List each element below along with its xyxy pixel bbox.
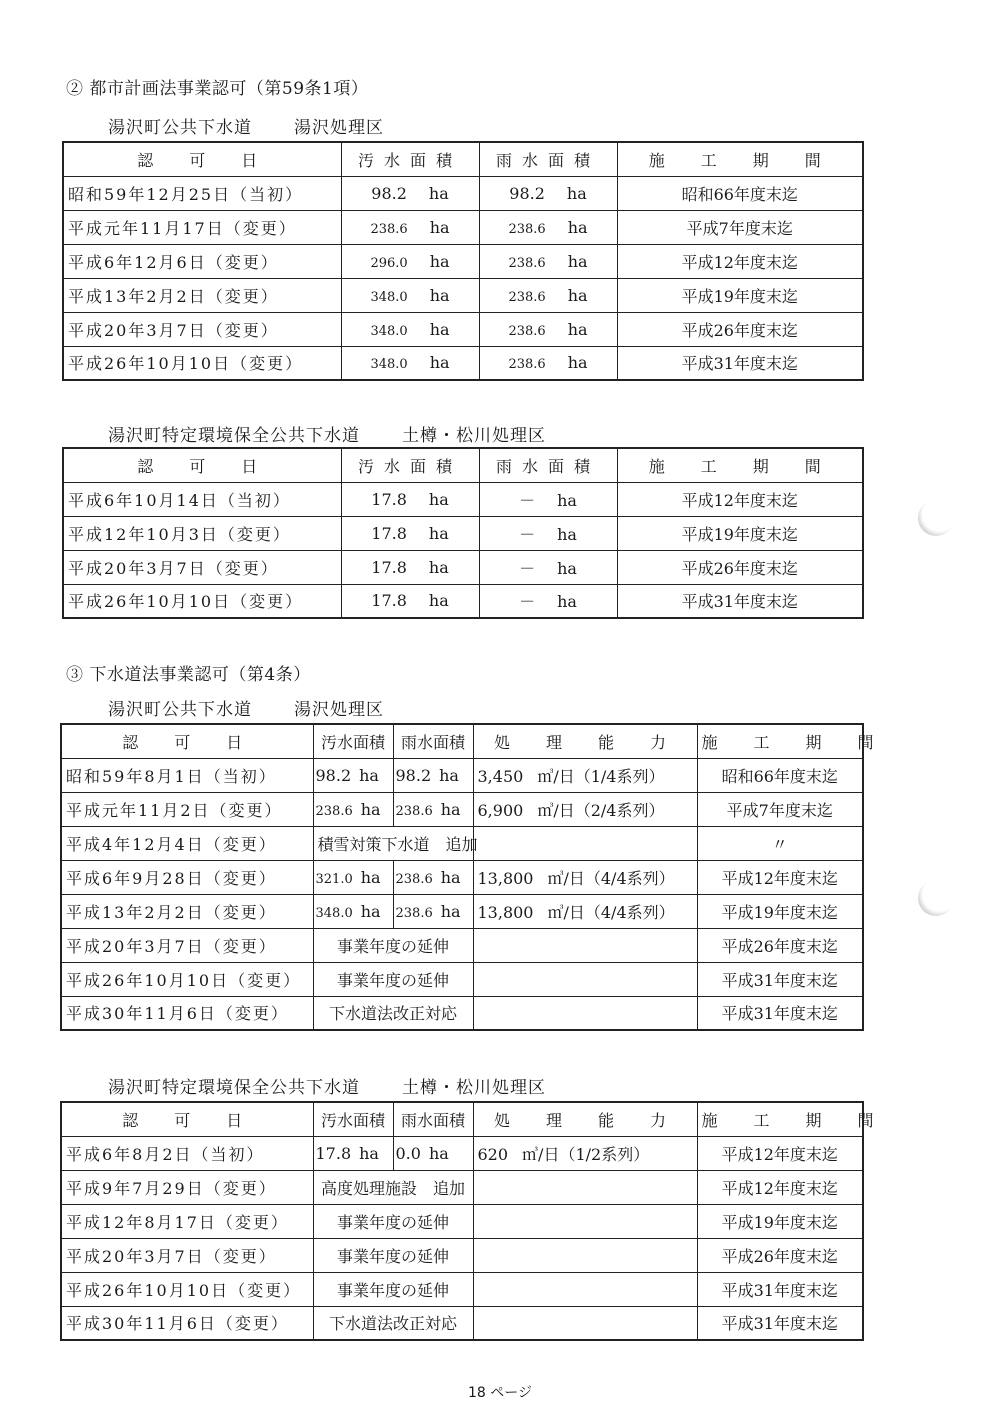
area-unit: ha <box>439 765 459 785</box>
construction-period: 平成26年度末迄 <box>697 1238 863 1272</box>
construction-period: 平成7年度末迄 <box>617 210 863 244</box>
sewage-area: 238.6 <box>315 803 353 819</box>
approval-date: 平成30年11月6日（変更） <box>61 996 313 1030</box>
punch-hole <box>918 500 954 536</box>
header-row <box>61 1102 863 1136</box>
table-row <box>61 826 863 860</box>
treatment-capacity: 13,800 <box>477 868 534 888</box>
table-row <box>61 996 863 1030</box>
table-row <box>63 516 863 550</box>
construction-period: 平成12年度末迄 <box>617 482 863 516</box>
approval-date: 平成4年12月4日（変更） <box>61 826 313 860</box>
approval-date: 平成6年8月2日（当初） <box>61 1136 313 1170</box>
column-header: 認 可 日 <box>63 142 341 176</box>
rain-area-cell <box>393 1136 473 1170</box>
sewage-area: 238.6 <box>370 221 408 237</box>
section3-title: ③ 下水道法事業認可（第4条） <box>66 665 311 685</box>
rain-area-cell <box>393 860 473 894</box>
sewage-area: 348.0 <box>370 289 408 305</box>
area-unit: ha <box>440 901 461 921</box>
treatment-capacity-empty <box>473 1238 697 1272</box>
construction-period: 昭和66年度末迄 <box>617 176 863 210</box>
approval-date: 平成6年10月14日（当初） <box>63 482 341 516</box>
sewage-area: 17.8 <box>371 523 407 543</box>
capacity-unit: ㎥/日（2/4系列） <box>537 800 665 820</box>
treatment-capacity-empty <box>473 996 697 1030</box>
approval-date: 平成13年2月2日（変更） <box>61 894 313 928</box>
table4-caption <box>108 1073 546 1098</box>
change-note: 下水道法改正対応 <box>313 996 473 1030</box>
construction-period: 〃 <box>697 826 863 860</box>
rain-area: 238.6 <box>395 905 433 921</box>
approval-date: 平成6年9月28日（変更） <box>61 860 313 894</box>
treatment-capacity-cell <box>473 894 697 928</box>
rain-area: 98.2 <box>509 183 545 203</box>
area-unit: ha <box>557 490 577 510</box>
rain-area: － <box>519 490 536 510</box>
construction-period: 平成19年度末迄 <box>697 894 863 928</box>
change-note: 事業年度の延伸 <box>313 1204 473 1238</box>
construction-period: 昭和66年度末迄 <box>697 758 863 792</box>
treatment-capacity: 6,900 <box>477 800 524 820</box>
sewage-area: 321.0 <box>315 871 353 887</box>
area-unit: ha <box>360 867 381 887</box>
approval-date: 平成30年11月6日（変更） <box>61 1306 313 1340</box>
area-unit: ha <box>360 799 381 819</box>
change-note: 事業年度の延伸 <box>313 962 473 996</box>
area-unit: ha <box>567 319 588 339</box>
rain-area-cell <box>393 792 473 826</box>
rain-area: 238.6 <box>508 255 546 271</box>
sewage-area-cell <box>341 312 479 346</box>
sewage-area-cell <box>313 792 393 826</box>
construction-period: 平成26年度末迄 <box>617 550 863 584</box>
table-row <box>63 550 863 584</box>
treatment-capacity-cell <box>473 1136 697 1170</box>
change-note: 下水道法改正対応 <box>313 1306 473 1340</box>
treatment-capacity-cell <box>473 860 697 894</box>
area-unit: ha <box>567 251 588 271</box>
treatment-capacity-empty <box>473 962 697 996</box>
area-unit: ha <box>428 523 449 543</box>
approval-date: 平成12年8月17日（変更） <box>61 1204 313 1238</box>
approval-date: 平成26年10月10日（変更） <box>61 1272 313 1306</box>
column-header: 認 可 日 <box>61 1102 313 1136</box>
approval-date: 平成20年3月7日（変更） <box>61 1238 313 1272</box>
sewage-area-cell <box>313 1136 393 1170</box>
approval-date: 平成26年10月10日（変更） <box>61 962 313 996</box>
area-unit: ha <box>429 353 450 373</box>
table-row <box>63 346 863 380</box>
approval-date: 平成20年3月7日（変更） <box>63 550 341 584</box>
area-unit: ha <box>359 765 379 785</box>
treatment-capacity-cell <box>473 792 697 826</box>
approval-date: 昭和59年12月25日（当初） <box>63 176 341 210</box>
table-row <box>61 962 863 996</box>
approval-date: 昭和59年8月1日（当初） <box>61 758 313 792</box>
area-unit: ha <box>359 1143 379 1163</box>
sewage-area-cell <box>341 210 479 244</box>
table-sewerage-act-tsuchitaru <box>60 1101 884 1341</box>
construction-period: 平成19年度末迄 <box>617 516 863 550</box>
table-row <box>61 792 863 826</box>
capacity-unit: ㎥/日（4/4系列） <box>547 902 675 922</box>
approval-date: 平成12年10月3日（変更） <box>63 516 341 550</box>
sewage-area-cell <box>341 278 479 312</box>
rain-area: 238.6 <box>395 803 433 819</box>
table1-caption <box>108 113 384 138</box>
rain-area: － <box>519 524 536 544</box>
treatment-capacity: 3,450 <box>477 766 524 786</box>
table-sewerage-act-yuzawa <box>60 723 884 1031</box>
change-note: 高度処理施設 追加 <box>313 1170 473 1204</box>
area-unit: ha <box>566 183 587 203</box>
column-header: 処 理 能 力 <box>473 1102 697 1136</box>
construction-period: 平成26年度末迄 <box>697 928 863 962</box>
sewage-area-cell <box>341 550 479 584</box>
area-unit: ha <box>440 867 461 887</box>
table2-area: 土樽・松川処理区 <box>402 426 546 446</box>
rain-area: － <box>519 592 536 612</box>
approval-date: 平成26年10月10日（変更） <box>63 584 341 618</box>
sewage-area: 17.8 <box>371 489 407 509</box>
area-unit: ha <box>429 285 450 305</box>
table-row <box>61 1136 863 1170</box>
rain-area-cell <box>479 278 617 312</box>
sewage-area-cell <box>341 176 479 210</box>
table-row <box>61 1238 863 1272</box>
approval-date: 平成13年2月2日（変更） <box>63 278 341 312</box>
area-unit: ha <box>428 591 449 611</box>
column-header: 汚水面積 <box>313 1102 393 1136</box>
sewage-area-cell <box>313 860 393 894</box>
construction-period: 平成31年度末迄 <box>697 962 863 996</box>
approval-date: 平成元年11月17日（変更） <box>63 210 341 244</box>
area-unit: ha <box>429 217 450 237</box>
table-row <box>63 210 863 244</box>
column-header: 汚水面積 <box>341 142 479 176</box>
table-row <box>63 278 863 312</box>
sewage-area: 348.0 <box>370 357 408 373</box>
capacity-unit: ㎥/日（4/4系列） <box>547 868 675 888</box>
table4-area: 土樽・松川処理区 <box>402 1078 546 1098</box>
area-unit: ha <box>567 353 588 373</box>
column-header: 雨水面積 <box>393 1102 473 1136</box>
treatment-capacity-cell <box>473 758 697 792</box>
construction-period: 平成31年度末迄 <box>697 1272 863 1306</box>
sewage-area: 98.2 <box>371 183 407 203</box>
table-row <box>61 928 863 962</box>
column-header: 雨水面積 <box>479 142 617 176</box>
treatment-capacity-empty <box>473 1272 697 1306</box>
rain-area: 238.6 <box>508 221 546 237</box>
column-header: 汚水面積 <box>313 724 393 758</box>
area-unit: ha <box>429 319 450 339</box>
area-unit: ha <box>360 901 381 921</box>
construction-period: 平成12年度末迄 <box>697 1136 863 1170</box>
construction-period: 平成31年度末迄 <box>697 996 863 1030</box>
treatment-capacity-empty <box>473 928 697 962</box>
area-unit: ha <box>429 251 450 271</box>
table-row <box>61 1272 863 1306</box>
table-row <box>61 1204 863 1238</box>
table3-caption <box>108 695 384 720</box>
construction-period: 平成19年度末迄 <box>617 278 863 312</box>
area-unit: ha <box>428 183 449 203</box>
sewage-area: 348.0 <box>370 323 408 339</box>
rain-area-cell <box>479 516 617 550</box>
table-row <box>63 244 863 278</box>
area-unit: ha <box>557 592 577 612</box>
sewage-area: 17.8 <box>315 1143 352 1163</box>
sewage-area-cell <box>341 244 479 278</box>
sewage-area: 296.0 <box>370 255 408 271</box>
approval-date: 平成6年12月6日（変更） <box>63 244 341 278</box>
change-note: 事業年度の延伸 <box>313 1272 473 1306</box>
area-unit: ha <box>428 1143 449 1163</box>
rain-area-cell <box>479 550 617 584</box>
rain-area: 98.2 <box>395 765 432 785</box>
header-row <box>61 724 863 758</box>
column-header: 雨水面積 <box>393 724 473 758</box>
rain-area: 0.0 <box>395 1143 421 1163</box>
table4-label: 湯沢町特定環境保全公共下水道 <box>108 1078 360 1098</box>
treatment-capacity-empty <box>473 1306 697 1340</box>
construction-period: 平成31年度末迄 <box>617 584 863 618</box>
table3-label: 湯沢町公共下水道 <box>108 700 252 720</box>
rain-area: － <box>519 558 536 578</box>
column-header: 施 工 期 間 <box>697 1102 863 1136</box>
rain-area-cell <box>479 482 617 516</box>
area-unit: ha <box>567 217 588 237</box>
construction-period: 平成26年度末迄 <box>617 312 863 346</box>
table-city-planning-tsuchitaru <box>62 447 864 619</box>
punch-hole <box>918 880 954 916</box>
sewage-area-cell <box>341 516 479 550</box>
construction-period: 平成12年度末迄 <box>617 244 863 278</box>
area-unit: ha <box>428 489 449 509</box>
table2-label: 湯沢町特定環境保全公共下水道 <box>108 426 360 446</box>
table3-area: 湯沢処理区 <box>294 700 384 720</box>
treatment-capacity-empty <box>473 1204 697 1238</box>
table1-area: 湯沢処理区 <box>294 118 384 138</box>
table-row <box>61 894 863 928</box>
column-header: 処 理 能 力 <box>473 724 697 758</box>
sewage-area: 98.2 <box>315 765 352 785</box>
capacity-unit: ㎥/日（1/2系列） <box>522 1144 650 1164</box>
sewage-area-cell <box>341 584 479 618</box>
column-header: 認 可 日 <box>63 448 341 482</box>
approval-date: 平成元年11月2日（変更） <box>61 792 313 826</box>
change-note: 事業年度の延伸 <box>313 1238 473 1272</box>
area-unit: ha <box>557 558 577 578</box>
approval-date: 平成20年3月7日（変更） <box>61 928 313 962</box>
construction-period: 平成31年度末迄 <box>617 346 863 380</box>
area-unit: ha <box>440 799 461 819</box>
sewage-area: 17.8 <box>371 557 407 577</box>
construction-period: 平成19年度末迄 <box>697 1204 863 1238</box>
rain-area: 238.6 <box>508 289 546 305</box>
rain-area-cell <box>479 584 617 618</box>
column-header: 施 工 期 間 <box>697 724 863 758</box>
capacity-unit: ㎥/日（1/4系列） <box>537 766 665 786</box>
table-row <box>63 312 863 346</box>
treatment-capacity-empty <box>473 826 697 860</box>
table-row <box>61 1306 863 1340</box>
sewage-area: 17.8 <box>371 591 407 611</box>
rain-area: 238.6 <box>395 871 433 887</box>
approval-date: 平成26年10月10日（変更） <box>63 346 341 380</box>
construction-period: 平成31年度末迄 <box>697 1306 863 1340</box>
rain-area: 238.6 <box>508 357 546 373</box>
table-city-planning-yuzawa <box>62 141 864 381</box>
approval-date: 平成20年3月7日（変更） <box>63 312 341 346</box>
page-number: 18 ページ <box>468 1385 532 1401</box>
treatment-capacity-empty <box>473 1170 697 1204</box>
section2-title: ② 都市計画法事業認可（第59条1項） <box>66 79 369 99</box>
change-note: 事業年度の延伸 <box>313 928 473 962</box>
sewage-area-cell <box>341 482 479 516</box>
table-row <box>61 1170 863 1204</box>
rain-area-cell <box>479 312 617 346</box>
construction-period: 平成12年度末迄 <box>697 860 863 894</box>
sewage-area-cell <box>341 346 479 380</box>
column-header: 施 工 期 間 <box>617 142 863 176</box>
table-row <box>63 584 863 618</box>
area-unit: ha <box>557 524 577 544</box>
rain-area-cell <box>479 346 617 380</box>
table-row <box>61 860 863 894</box>
rain-area-cell <box>479 244 617 278</box>
rain-area-cell <box>393 894 473 928</box>
treatment-capacity: 13,800 <box>477 902 534 922</box>
column-header: 汚水面積 <box>341 448 479 482</box>
rain-area-cell <box>479 210 617 244</box>
construction-period: 平成7年度末迄 <box>697 792 863 826</box>
construction-period: 平成12年度末迄 <box>697 1170 863 1204</box>
column-header: 雨水面積 <box>479 448 617 482</box>
change-note: 積雪対策下水道 追加 <box>313 826 473 860</box>
approval-date: 平成9年7月29日（変更） <box>61 1170 313 1204</box>
table-row <box>63 176 863 210</box>
rain-area-cell <box>393 758 473 792</box>
table1-label: 湯沢町公共下水道 <box>108 118 252 138</box>
table-row <box>61 758 863 792</box>
header-row <box>63 448 863 482</box>
header-row <box>63 142 863 176</box>
table2-caption <box>108 421 546 446</box>
sewage-area-cell <box>313 758 393 792</box>
column-header: 認 可 日 <box>61 724 313 758</box>
area-unit: ha <box>428 557 449 577</box>
rain-area-cell <box>479 176 617 210</box>
column-header: 施 工 期 間 <box>617 448 863 482</box>
sewage-area: 348.0 <box>315 905 353 921</box>
rain-area: 238.6 <box>508 323 546 339</box>
table-row <box>63 482 863 516</box>
sewage-area-cell <box>313 894 393 928</box>
area-unit: ha <box>567 285 588 305</box>
treatment-capacity: 620 <box>477 1144 509 1164</box>
